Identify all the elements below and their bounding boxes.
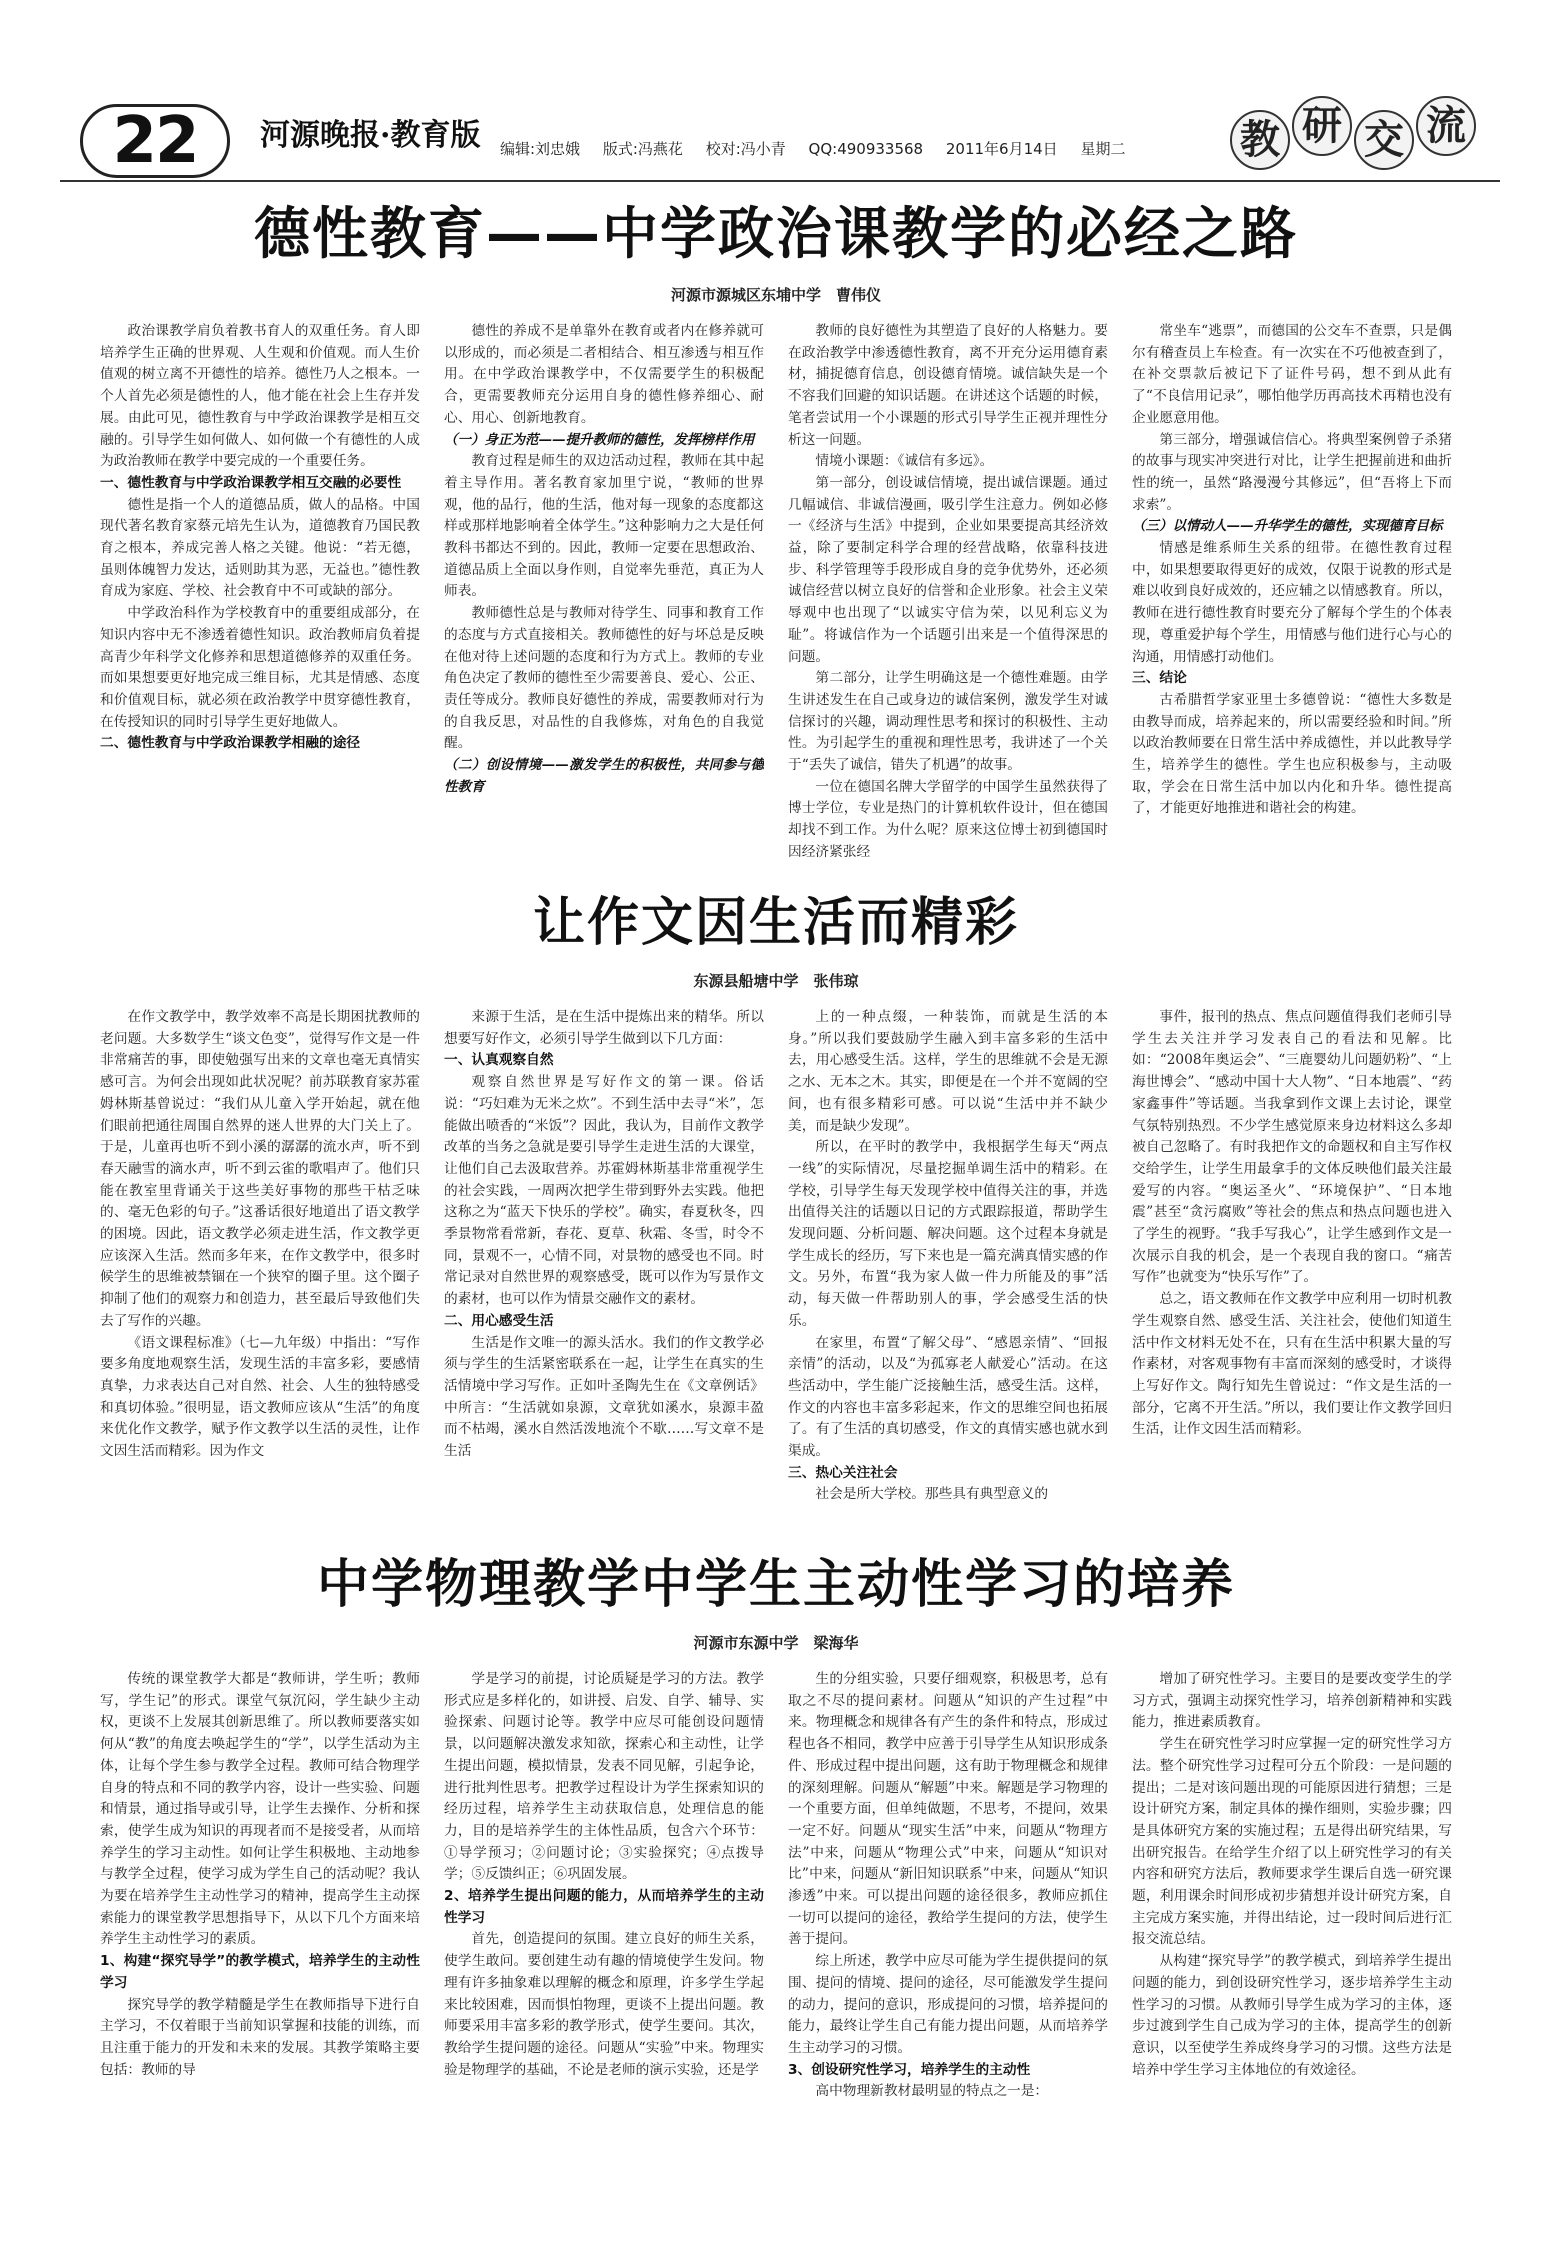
body-paragraph: 《语文课程标准》（七—九年级）中指出：“写作要多角度地观察生活，发现生活的丰富多彩，要感情真挚，力求表达自己对自然、社会、人生的独特感受和真切体验。”很明显，语文教师应该从“生活”的角度来优化作文教学，赋予作文教学以生活的灵性，让作文因生活而精彩。因为作文 — [100, 1334, 420, 1460]
column-badge: 研 — [1292, 96, 1352, 156]
body-paragraph: 古希腊哲学家亚里士多德曾说：“德性大多数是由教导而成，培养起来的，所以需要经验和时间。”所以政治教师要在日常生活中养成德性，并以此教导学生，培养学生的德性。学生也应积极参与，主动吸取，学会在日常生活中加以内化和升华。德性提高了，才能更好地推进和谐社会的构建。 — [1132, 691, 1452, 817]
section-heading: 2、培养学生提出问题的能力，从而培养学生的主动性学习 — [444, 1888, 764, 1926]
masthead — [60, 86, 1500, 182]
section-heading: 1、构建“探究导学”的教学模式，培养学生的主动性学习 — [100, 1953, 420, 1991]
body-paragraph: 事件，报刊的热点、焦点问题值得我们老师引导学生去关注并学习发表自己的看法和见解。比如：“2008年奥运会”、“三鹿婴幼儿问题奶粉”、“上海世博会”、“感动中国十大人物”、“日本地震”、“药家鑫事件”等话题。当我拿到作文课上去讨论，课堂气氛特别热烈。不少学生感觉原来身边材料这么多却被自己忽略了。有时我把作文的命题权和自主写作权交给学生，让学生用最拿手的文体反映他们最关注最爱写的内容。“奥运圣火”、“环境保护”、“日本地震”甚至“贪污腐败”等社会的焦点和热点问题也进入了学生的视野。“我手写我心”，让学生感到作文是一次展示自我的机会，是一个表现自我的窗口。“痛苦写作”也就变为“快乐写作”了。 — [1132, 1009, 1452, 1286]
article-moral-education — [100, 200, 1452, 900]
body-paragraph: 情感是维系师生关系的纽带。在德性教育过程中，如果想要取得更好的成效，仅限于说教的形式是难以收到良好成效的，还应辅之以情感教育。所以，教师在进行德性教育时要充分了解每个学生的个体表现，尊重爱护每个学生，用情感与他们进行心与心的沟通，用情感打动他们。 — [1132, 540, 1452, 665]
body-paragraph: 在家里，布置“了解父母”、“感恩亲情”、“回报亲情”的活动，以及“为孤寡老人献爱心”活动。在这些活动中，学生能广泛接触生活，感受生活。这样，作文的内容也丰富多彩起来，作文的思维空间也拓展了。有了生活的真切感受，作文的真情实感也就水到渠成。 — [788, 1334, 1108, 1460]
section-heading: 一、认真观察自然 — [444, 1052, 554, 1069]
issue-weekday: 星期二 — [1080, 140, 1126, 158]
column-badge: 交 — [1354, 110, 1414, 170]
text-column — [444, 321, 764, 901]
body-paragraph: 增加了研究性学习。主要目的是要改变学生的学习方式，强调主动探究性学习，培养创新精神和实践能力，推进素质教育。 — [1132, 1671, 1452, 1731]
body-paragraph: 中学政治科作为学校教育中的重要组成部分，在知识内容中无不渗透着德性知识。政治教师肩负着提高青少年科学文化修养和思想道德修养的双重任务。而如果想要更好地完成三维目标，尤其是情感、态度和价值观目标，就必须在政治教学中贯穿德性教育，在传授知识的同时引导学生更好地做人。 — [100, 605, 420, 730]
text-column — [444, 1669, 764, 2209]
body-paragraph: 第二部分，让学生明确这是一个德性难题。由学生讲述发生在自己或身边的诚信案例，激发学生对诚信探讨的兴趣，调动理性思考和探讨的积极性、主动性。为引起学生的重视和理性思考，我讲述了一个关于“丢失了诚信，错失了机遇”的故事。 — [788, 670, 1108, 774]
section-heading: 三、热心关注社会 — [788, 1464, 898, 1481]
text-column — [1132, 321, 1452, 901]
body-paragraph: 观察自然世界是写好作文的第一课。俗话说：“巧妇难为无米之炊”。不到生活中去寻“米”，怎能做出喷香的“米饭”？因此，我认为，目前作文教学改革的当务之急就是要引导学生走进生活的大课堂，让他们自己去汲取营养。苏霍姆林斯基非常重视学生的社会实践，一周两次把学生带到野外去实践。他把这称之为“蓝天下快乐的学校”。确实，春夏秋冬，四季景物常看常新，春花、夏草、秋霜、冬雪，时令不同，景观不一，心情不同，对景物的感受也不同。时常记录对自然世界的观察感受，既可以作为写景作文的素材，也可以作为情景交融作文的素材。 — [444, 1074, 764, 1308]
article-columns — [100, 321, 1452, 901]
column-badge: 教 — [1230, 110, 1290, 170]
article-physics-active-learning — [100, 1552, 1452, 2192]
text-column — [100, 321, 420, 901]
editor-credit: 编辑:刘忠娥 — [500, 140, 581, 158]
body-paragraph: 教师德性总是与教师对待学生、同事和教育工作的态度与方式直接相关。教师德性的好与坏总是反映在他对待上述问题的态度和行为方式上。教师的专业角色决定了教师的德性至少需要善良、爱心、公正、责任等成分。教师良好德性的养成，需要教师对行为的自我反思，对品性的自我修炼，对角色的自我觉醒。 — [444, 605, 764, 752]
body-paragraph: 总之，语文教师在作文教学中应利用一切时机教学生观察自然、感受生活、关注社会，使他们知道生活中作文材料无处不在，只有在生活中积累大量的写作素材，对客观事物有丰富而深刻的感受时，才谈得上写好作文。陶行知先生曾说过：“作文是生活的一部分，它离不开生活。”所以，我们要让作文教学回归生活，让作文因生活而精彩。 — [1132, 1291, 1452, 1438]
body-paragraph: 政治课教学肩负着教书育人的双重任务。育人即培养学生正确的世界观、人生观和价值观。而人生价值观的树立离不开德性的培养。德性乃人之根本。一个人首先必须是德性的人，他才能在社会上生存并发展。由此可见，德性教育与中学政治课教学是相互交融的。引导学生如何做人、如何做一个有德性的人成为政治教师在教学中要完成的一个重要任务。 — [100, 323, 420, 470]
text-column — [444, 1007, 764, 1559]
section-heading: 一、德性教育与中学政治课教学相互交融的必要性 — [100, 474, 402, 491]
body-paragraph: 来源于生活，是在生活中提炼出来的精华。所以想要写好作文，必须引导学生做到以下几方面： — [444, 1009, 764, 1047]
article-columns — [100, 1007, 1452, 1559]
body-paragraph: 一位在德国名牌大学留学的中国学生虽然获得了博士学位，专业是热门的计算机软件设计，但在德国却找不到工作。为什么呢？原来这位博士初到德国时因经济紧张经 — [788, 778, 1108, 860]
body-paragraph: 教育过程是师生的双边活动过程，教师在其中起着主导作用。著名教育家加里宁说，“教师的世界观，他的品行，他的生活，他对每一现象的态度都这样或那样地影响着全体学生。”这种影响力之大是任何教科书都达不到的。因此，教师一定要在思想政治、道德品质上全面以身作则，自觉率先垂范，真正为人师表。 — [444, 453, 764, 600]
article-title: 德性教育——中学政治课教学的必经之路 — [254, 202, 1298, 267]
body-paragraph: 在作文教学中，教学效率不高是长期困扰教师的老问题。大多数学生“谈文色变”，觉得写作文是一件非常痛苦的事，即使勉强写出来的文章也毫无真情实感可言。为何会出现如此状况呢？前苏联教育家苏霍姆林斯基曾说过：“我们从儿童入学开始起，就在他们眼前把通往周围自然界的迷人世界的大门关上了。于是，儿童再也听不到小溪的潺潺的流水声，听不到春天融雪的滴水声，听不到云雀的歌唱声了。他们只能在教室里背诵关于这些美好事物的那些干枯乏味的、毫无色彩的句子。”这番话很好地道出了语文教学的困境。因此，语文教学必须走进生活，作文教学更应该深入生活。然而多年来，在作文教学中，很多时候学生的思维被禁锢在一个狭窄的圈子里。这个圈子抑制了他们的观察力和创造力，甚至最后导致他们失去了写作的兴趣。 — [100, 1009, 420, 1329]
section-heading: 二、用心感受生活 — [444, 1312, 554, 1329]
paper-name: 河源晚报·教育版 — [260, 118, 481, 153]
body-paragraph: 生的分组实验，只要仔细观察，积极思考，总有取之不尽的提问素材。问题从“知识的产生过程”中来。物理概念和规律各有产生的条件和特点，形成过程也各不相同，教学中应善于引导学生从知识形成条件、形成过程中提出问题，这有助于物理概念和规律的深刻理解。问题从“解题”中来。解题是学习物理的一个重要方面，但单纯做题，不思考，不提问，效果一定不好。问题从“现实生活”中来，问题从“物理方法”中来，问题从“物理公式”中来，问题从“知识对比”中来，问题从“新旧知识联系”中来，问题从“知识渗透”中来。可以提出问题的途径很多，教师应抓住一切可以提问的途径，教给学生提问的方法，使学生善于提问。 — [788, 1671, 1108, 1948]
body-paragraph: 情境小课题：《诚信有多远》。 — [815, 453, 994, 470]
section-heading: 3、创设研究性学习，培养学生的主动性 — [788, 2061, 1031, 2078]
subsection-heading: （二）创设情境——激发学生的积极性，共同参与德性教育 — [444, 757, 764, 795]
text-column — [1132, 1669, 1452, 2209]
body-paragraph: 探究导学的教学精髓是学生在教师指导下进行自主学习，不仅着眼于当前知识掌握和技能的训练，而且注重于能力的开发和未来的发展。其教学策略主要包括：教师的导 — [100, 1996, 420, 2078]
subsection-heading: （一）身正为范——提升教师的德性，发挥榜样作用 — [444, 431, 755, 448]
article-title: 让作文因生活而精彩 — [532, 893, 1019, 953]
proofreader-credit: 校对:冯小青 — [705, 140, 786, 158]
body-paragraph: 综上所述，教学中应尽可能为学生提供提问的氛围、提问的情境、提问的途径，尽可能激发学生提问的动力，提问的意识，形成提问的习惯，培养提问的能力，最终让学生自己有能力提出问题，从而培养学生主动学习的习惯。 — [788, 1953, 1108, 2056]
article-title: 中学物理教学中学生主动性学习的培养 — [316, 1555, 1235, 1615]
qq-contact: QQ:490933568 — [808, 140, 924, 158]
article-composition-life — [100, 890, 1452, 1550]
issue-date: 2011年6月14日 — [945, 140, 1058, 158]
column-name-badges — [1230, 96, 1490, 166]
article-byline: 东源县船塘中学 张伟琼 — [693, 972, 859, 990]
text-column — [100, 1669, 420, 2209]
article-byline: 河源市东源中学 梁海华 — [693, 1634, 859, 1652]
body-paragraph: 第三部分，增强诚信信心。将典型案例曾子杀猪的故事与现实冲突进行对比，让学生把握前进和曲折性的统一，虽然“路漫漫兮其修远”，但“吾将上下而求索”。 — [1132, 431, 1452, 513]
article-columns — [100, 1669, 1452, 2209]
body-paragraph: 教师的良好德性为其塑造了良好的人格魅力。要在政治教学中渗透德性教育，离不开充分运用德育素材，捕捉德育信息，创设德育情境。诚信缺失是一个不容我们回避的知识话题。在讲述这个话题的时候，笔者尝试用一个小课题的形式引导学生正视并理性分析这一问题。 — [788, 323, 1108, 448]
body-paragraph: 所以，在平时的教学中，我根据学生每天“两点一线”的实际情况，尽量挖掘单调生活中的精彩。在学校，引导学生每天发现学校中值得关注的事，并选出值得关注的话题以日记的方式跟踪报道，帮助学生发现问题、分析问题、解决问题。这个过程本身就是学生成长的经历，写下来也是一篇充满真情实感的作文。另外，布置“我为家人做一件力所能及的事”活动，每天做一件帮助别人的事，学会感受生活的快乐。 — [788, 1139, 1108, 1329]
body-paragraph: 第一部分，创设诚信情境，提出诚信课题。通过几幅诚信、非诚信漫画，吸引学生注意力。例如必修一《经济与生活》中提到，企业如果要提高其经济效益，除了要制定科学合理的经营战略，依靠科技进步、科学管理等手段形成自身的竞争优势外，还必须诚信经营以树立良好的信誉和企业形象。社会主义荣辱观中也出现了“以诚实守信为荣，以见利忘义为耻”。将诚信作为一个话题引出来是一个值得深思的问题。 — [788, 474, 1108, 665]
section-heading: 三、结论 — [1132, 670, 1187, 687]
body-paragraph: 常坐车“逃票”，而德国的公交车不查票，只是偶尔有稽查员上车检查。有一次实在不巧他被查到了，在补交票款后被记下了证件号码，想不到从此有了“不良信用记录”，哪怕他学历再高技术再精也没有企业愿意用他。 — [1132, 323, 1452, 426]
edition-meta — [500, 138, 1143, 159]
body-paragraph: 社会是所大学校。那些具有典型意义的 — [815, 1486, 1049, 1503]
body-paragraph: 学生在研究性学习时应掌握一定的研究性学习方法。整个研究性学习过程可分五个阶段：一是问题的提出；二是对该问题出现的可能原因进行猜想；三是设计研究方案，制定具体的操作细则，实验步骤；四是具体研究方案的实施过程；五是得出研究结果，写出研究报告。在给学生介绍了以上研究性学习的有关内容和研究方法后，教师要求学生课后自选一研究课题，利用课余时间形成初步猜想并设计研究方案，自主完成方案实施，并得出结论，过一段时间后进行汇报交流总结。 — [1132, 1736, 1452, 1948]
body-paragraph: 德性是指一个人的道德品质，做人的品格。中国现代著名教育家蔡元培先生认为，道德教育乃国民教育之根本，养成完善人格之关键。他说：“若无德，虽则体魄智力发达，适则助其为恶，无益也。”德性教育成为家庭、学校、社会教育中不可或缺的部分。 — [100, 496, 420, 600]
body-paragraph: 德性的养成不是单靠外在教育或者内在修养就可以形成的，而必须是二者相结合、相互渗透与相互作用。在中学政治课教学中，不仅需要学生的积极配合，更需要教师充分运用自身的德性修养细心、耐心、用心、创新地教育。 — [444, 323, 764, 426]
text-column — [1132, 1007, 1452, 1559]
text-column — [788, 1669, 1108, 2209]
body-paragraph: 传统的课堂教学大都是“教师讲，学生听；教师写，学生记”的形式。课堂气氛沉闷，学生缺少主动权，更谈不上发展其创新思维了。所以教师要落实如何从“教”的角度去唤起学生的“学”，以学生活动为主体，让每个学生参与教学全过程。教师可结合物理学自身的特点和不同的教学内容，设计一些实验、问题和情景，通过指导或引导，让学生去操作、分析和探索，使学生成为知识的再现者而不是接受者，从而培养学生的学习主动性。如何让学生积极地、主动地参与教学全过程，使学习成为学生自己的活动呢？我认为要在培养学生主动性学习的精神，提高学生主动探索能力的课堂教学思想指导下，从以下几个方面来培养学生主动性学习的素质。 — [100, 1671, 420, 1948]
layout-credit: 版式:冯燕花 — [602, 140, 683, 158]
masthead-rule — [60, 180, 1500, 182]
body-paragraph: 学是学习的前提，讨论质疑是学习的方法。教学形式应是多样化的，如讲授、启发、自学、辅导、实验探索、问题讨论等。教学中应尽可能创设问题情景，以问题解决激发求知欲，探索心和主动性，让学生提出问题，模拟情景，发表不同见解，引起争论，进行批判性思考。把教学过程设计为学生探索知识的经历过程，培养学生主动获取信息，处理信息的能力，目的是培养学生的主体性品质，包含六个环节：①导学预习；②问题讨论；③实验探究；④点拨导学；⑤反馈纠正；⑥巩固发展。 — [444, 1671, 764, 1883]
section-heading: 二、德性教育与中学政治课教学相融的途径 — [100, 735, 361, 752]
subsection-heading: （三）以情动人——升华学生的德性，实现德育目标 — [1132, 518, 1443, 535]
text-column — [788, 1007, 1108, 1559]
body-paragraph: 上的一种点缀，一种装饰，而就是生活的本身。”所以我们要鼓励学生融入到丰富多彩的生活中去，用心感受生活。这样，学生的思维就不会是无源之水、无本之木。其实，即便是在一个并不宽阔的空间，也有很多精彩可感。可以说“生活中并不缺少美，而是缺少发现”。 — [788, 1009, 1108, 1134]
column-badge: 流 — [1416, 96, 1476, 156]
body-paragraph: 生活是作文唯一的源头活水。我们的作文教学必须与学生的生活紧密联系在一起，让学生在真实的生活情境中学习写作。正如叶圣陶先生在《文章例话》中所言：“生活就如泉源，文章犹如溪水，泉源丰盈而不枯竭，溪水自然活泼地流个不歇……写文章不是生活 — [444, 1334, 764, 1460]
page-number: 22 — [80, 104, 230, 178]
text-column — [100, 1007, 420, 1559]
article-byline: 河源市源城区东埔中学 曹伟仪 — [670, 286, 881, 304]
body-paragraph: 首先，创造提问的氛围。建立良好的师生关系，使学生敢问。要创建生动有趣的情境使学生发问。物理有许多抽象难以理解的概念和原理，许多学生学起来比较困难，因而惧怕物理，更谈不上提出问题。教师要采用丰富多彩的教学形式，使学生要问。其次，教给学生提问题的途径。问题从“实验”中来。物理实验是物理学的基础，不论是老师的演示实验，还是学 — [444, 1931, 764, 2078]
body-paragraph: 从构建“探究导学”的教学模式，到培养学生提出问题的能力，到创设研究性学习，逐步培养学生主动性学习的习惯。从教师引导学生成为学习的主体，逐步过渡到学生自己成为学习的主体，提高学生的创新意识，以至使学生养成终身学习的习惯。这些方法是培养中学生学习主体地位的有效途径。 — [1132, 1953, 1452, 2078]
body-paragraph: 高中物理新教材最明显的特点之一是： — [815, 2083, 1049, 2100]
text-column — [788, 321, 1108, 901]
